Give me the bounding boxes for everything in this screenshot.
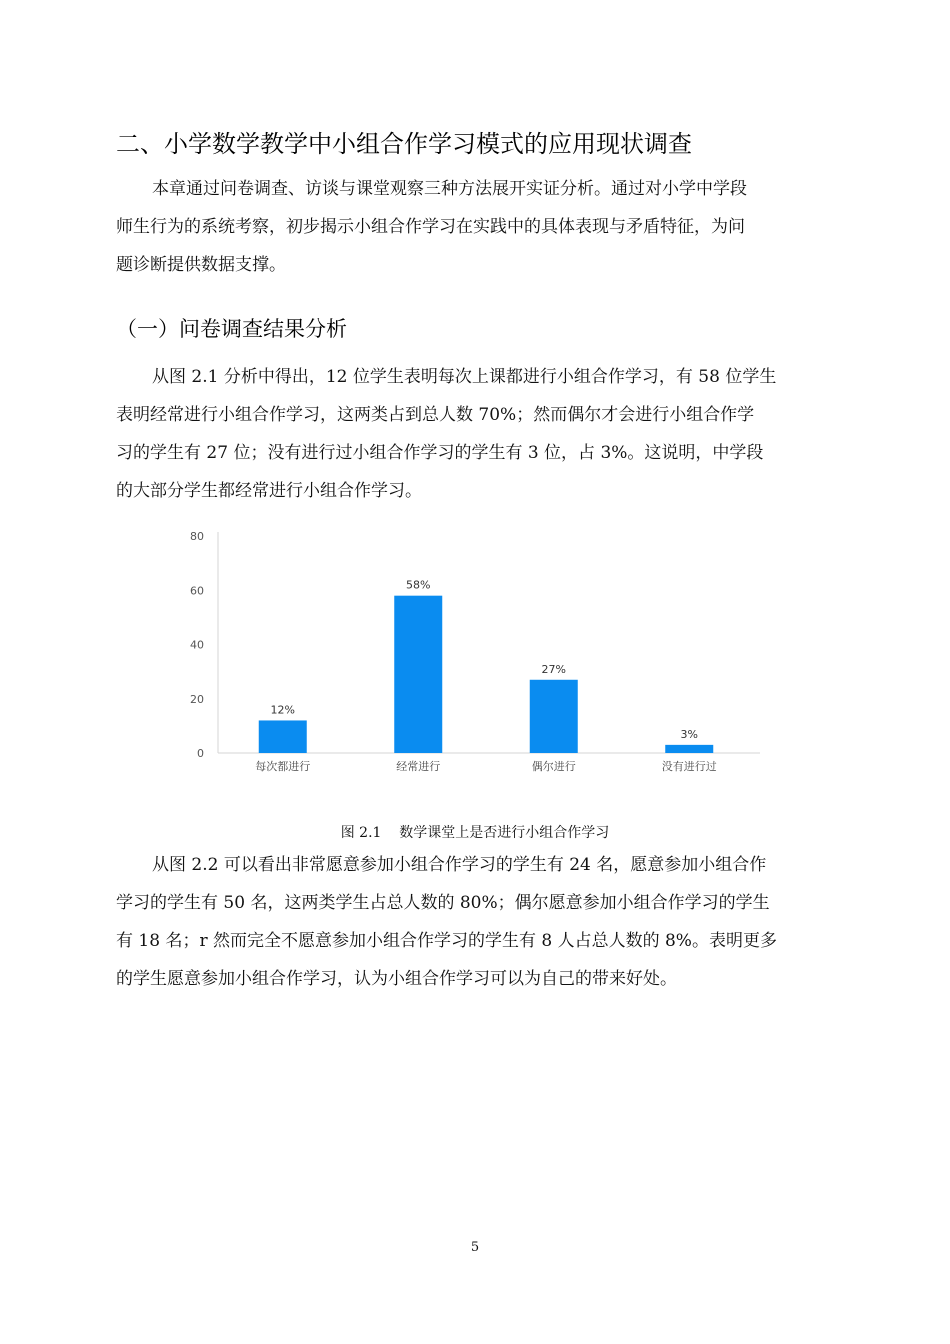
bar-chart-svg [180,525,780,780]
intro-line: 本章通过问卷调查、访谈与课堂观察三种方法展开实证分析。通过对小学中学段 [152,179,747,199]
y-tick-label: 80 [190,530,204,543]
paragraph-line: 从图 2.1 分析中得出，12 位学生表明每次上课都进行小组合作学习，有 58 位学生 [152,367,777,387]
y-tick-label: 60 [190,584,204,598]
bar-data-label: 27% [541,662,566,676]
section-title: 二、小学数学教学中小组合作学习模式的应用现状调查 [116,130,692,158]
paragraph-line: 的学生愿意参加小组合作学习，认为小组合作学习可以为自己的带来好处。 [116,969,677,989]
bar-chart [180,525,780,780]
x-category-label: 每次都进行 [255,760,311,773]
paragraph-line: 从图 2.2 可以看出非常愿意参加小组合作学习的学生有 24 名，愿意参加小组合作 [152,855,767,875]
bar-data-label: 12% [270,703,295,717]
x-category-label: 经常进行 [396,760,441,773]
analysis-paragraph-2 [116,846,838,998]
figure-caption: 图 2.1 数学课堂上是否进行小组合作学习 [340,825,610,841]
bar [394,596,442,753]
paragraph-line: 习的学生有 27 位；没有进行过小组合作学习的学生有 3 位，占 3%。这说明，中学段 [116,443,764,463]
intro-paragraph [116,170,838,284]
analysis-paragraph-1 [116,358,838,510]
paragraph-line: 学习的学生有 50 名，这两类学生占总人数的 80%；偶尔愿意参加小组合作学习的学生 [116,893,770,913]
paragraph-line: 表明经常进行小组合作学习，这两类占到总人数 70%；然而偶尔才会进行小组合作学 [116,405,755,425]
paragraph-line: 有 18 名；r 然而完全不愿意参加小组合作学习的学生有 8 人占总人数的 8%。表明更多 [116,931,777,951]
page-number: 5 [470,1240,480,1255]
y-tick-label: 0 [197,747,204,760]
subsection-title: （一）问卷调查结果分析 [116,317,347,341]
bar-data-label: 3% [680,727,698,741]
bar [530,680,578,753]
intro-line: 题诊断提供数据支撑。 [116,255,286,275]
y-tick-label: 40 [190,638,204,652]
bar [665,745,713,753]
paragraph-line: 的大部分学生都经常进行小组合作学习。 [116,481,422,501]
bar [259,720,307,753]
intro-line: 师生行为的系统考察，初步揭示小组合作学习在实践中的具体表现与矛盾特征，为问 [116,217,745,237]
bar-data-label: 58% [406,578,431,592]
y-tick-label: 20 [190,692,204,706]
x-category-label: 偶尔进行 [531,760,576,773]
x-category-label: 没有进行过 [661,760,717,773]
